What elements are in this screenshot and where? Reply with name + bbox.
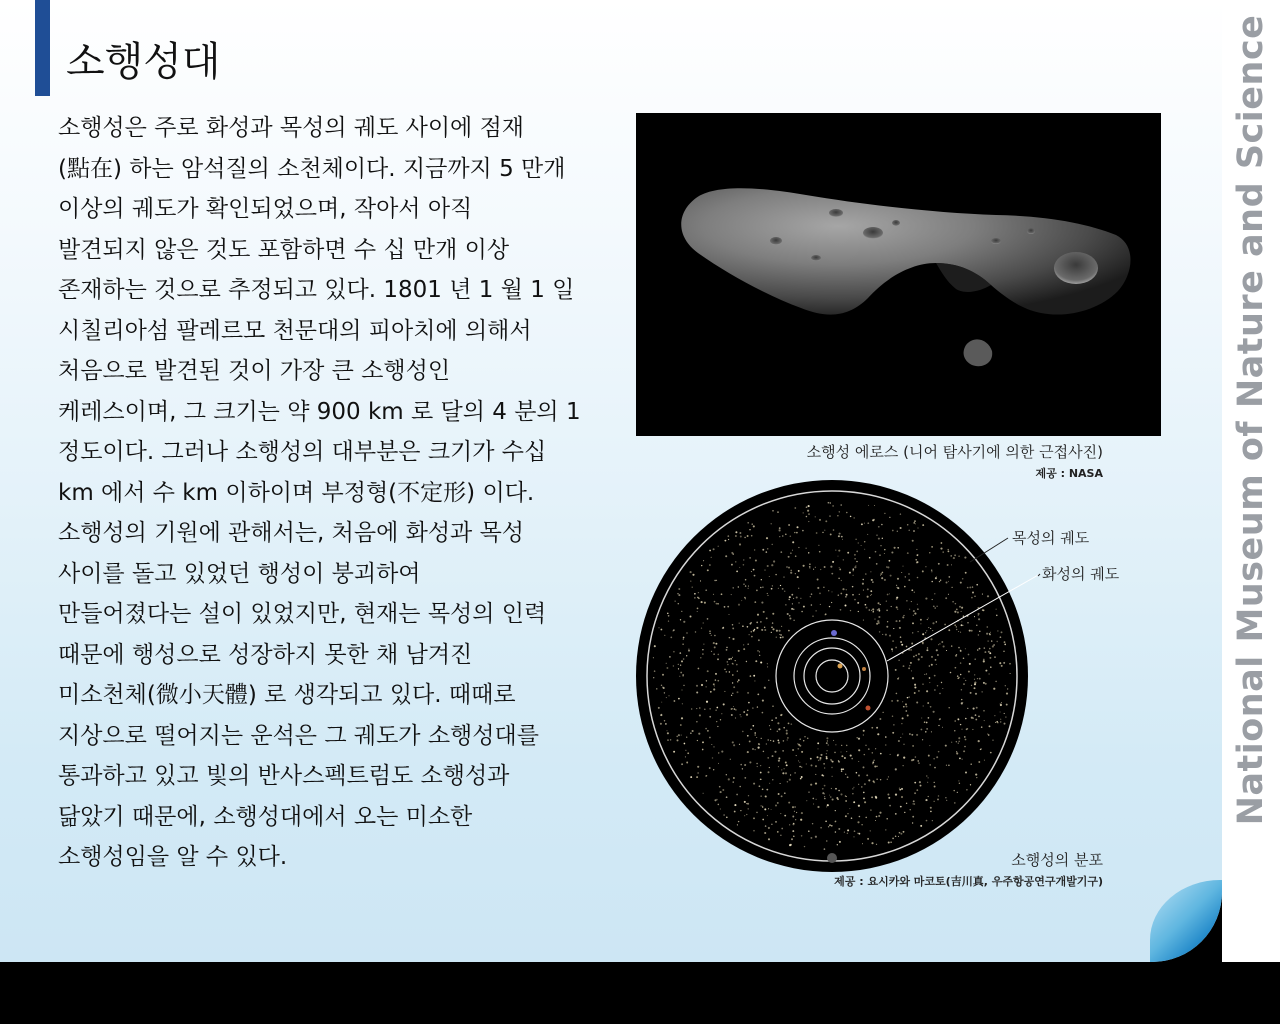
body-text (58, 108, 598, 878)
eros-photo (636, 113, 1161, 436)
title-accent-bar (35, 0, 50, 96)
diagram-credit: 제공 : 요시카와 마코토(吉川真, 우주항공연구개발기구) (834, 875, 1103, 888)
body-line: 사이를 돌고 있었던 행성이 붕괴하여 (58, 560, 421, 587)
mars-orbit-label: 화성의 궤도 (1042, 565, 1120, 583)
planet-marker (862, 667, 866, 671)
page-curl-decoration (1150, 880, 1222, 962)
body-line: 닮았기 때문에, 소행성대에서 오는 미소한 (58, 803, 473, 830)
sun-marker (838, 664, 843, 669)
body-line: 때문에 행성으로 성장하지 못한 채 남겨진 (58, 641, 473, 668)
body-line: 소행성은 주로 화성과 목성의 궤도 사이에 점재 (58, 115, 525, 141)
body-line: 시칠리아섬 팔레르모 천문대의 피아치에 의해서 (58, 317, 532, 344)
body-line: 소행성임을 알 수 있다. (58, 844, 288, 870)
body-line: 이상의 궤도가 확인되었으며, 작아서 아직 (58, 196, 473, 222)
photo-caption: 소행성 에로스 (니어 탐사기에 의한 근접사진) (806, 443, 1103, 461)
body-line: km 에서 수 km 이하이며 부정형(不定形) 이다. (58, 479, 535, 506)
body-line: 처음으로 발견된 것이 가장 큰 소행성인 (58, 358, 451, 384)
body-line: 발견되지 않은 것도 포함하면 수 십 만개 이상 (58, 236, 510, 263)
photo-credit: 제공 : NASA (1035, 467, 1103, 480)
body-line: 미소천체(微小天體) 로 생각되고 있다. 때때로 (58, 682, 516, 708)
body-line: 만들어졌다는 설이 있었지만, 현재는 목성의 인력 (58, 601, 547, 627)
body-line: 정도이다. 그러나 소행성의 대부분은 크기가 수십 (58, 439, 547, 465)
body-line: 통과하고 있고 빛의 반사스펙트럼도 소행성과 (58, 763, 510, 789)
body-line: 존재하는 것으로 추정되고 있다. 1801 년 1 월 1 일 (58, 277, 575, 303)
page-title: 소행성대 (66, 39, 221, 85)
planet-marker (831, 630, 837, 636)
jupiter-orbit-label: 목성의 궤도 (1012, 529, 1090, 547)
body-line: (點在) 하는 암석질의 소천체이다. 지금까지 5 만개 (58, 155, 566, 182)
jupiter-marker (827, 853, 837, 863)
planet-marker (866, 706, 871, 711)
museum-side-label: National Museum of Nature and Science (1231, 14, 1271, 826)
body-line: 케레스이며, 그 크기는 약 900 km 로 달의 4 분의 1 (58, 398, 581, 425)
diagram-caption: 소행성의 분포 (1011, 851, 1103, 869)
eros-asteroid-image (636, 113, 1161, 436)
body-line: 지상으로 떨어지는 운석은 그 궤도가 소행성대를 (58, 722, 539, 749)
body-line: 소행성의 기원에 관해서는, 처음에 화성과 목성 (58, 520, 525, 546)
asteroid-distribution-diagram (636, 480, 1028, 872)
